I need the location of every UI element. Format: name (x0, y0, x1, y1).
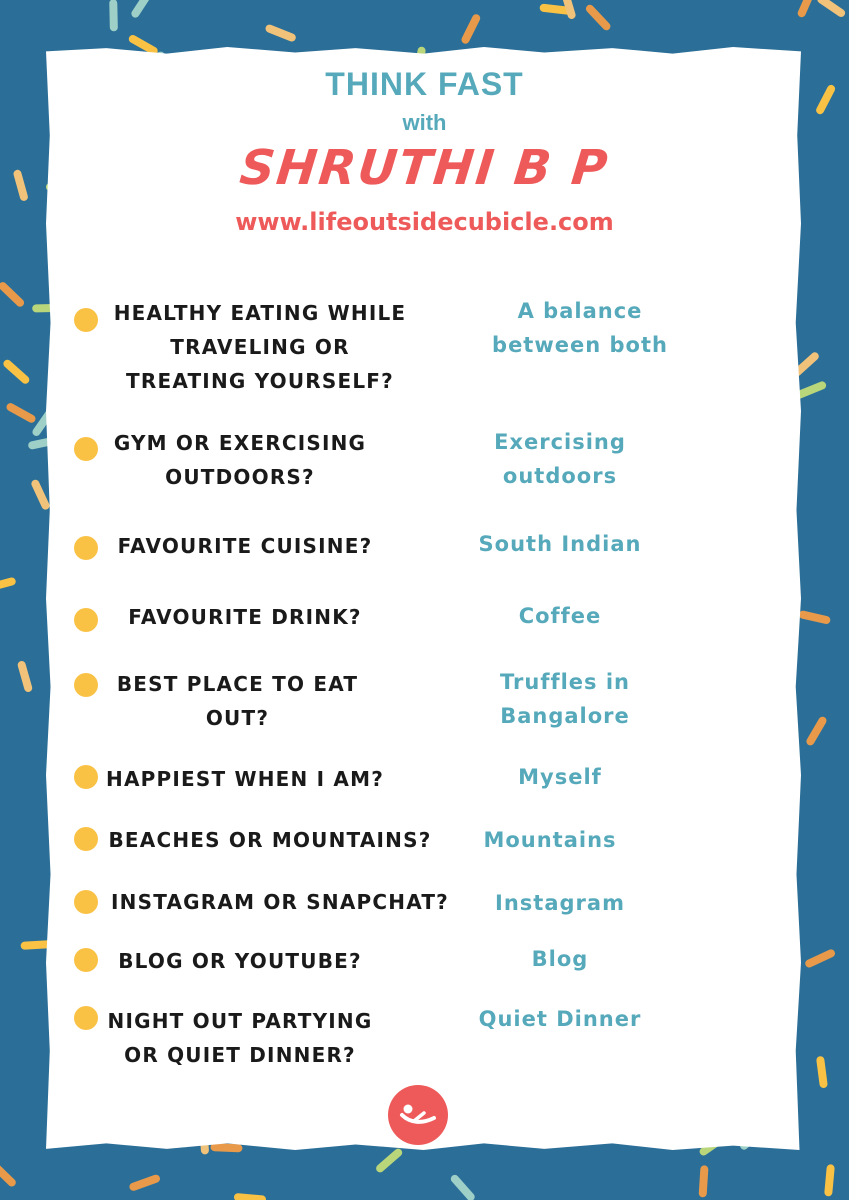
bullet-icon (74, 948, 98, 972)
answer-1: A balance between both (492, 299, 668, 357)
question-5: BEST PLACE TO EAT OUT? (116, 672, 359, 730)
sprinkle (3, 286, 20, 303)
sprinkle (380, 1153, 398, 1169)
question-9: BLOG OR YOUTUBE? (118, 949, 362, 973)
question-3: FAVOURITE CUISINE? (117, 534, 373, 558)
answer-9: Blog (531, 947, 589, 971)
sprinkle (133, 39, 154, 51)
question-6: HAPPIEST WHEN I AM? (106, 767, 384, 791)
sprinkle (113, 3, 114, 27)
sprinkle (803, 615, 826, 620)
sprinkle (455, 1179, 471, 1197)
answer-3: South Indian (478, 532, 642, 556)
sprinkle (0, 1166, 12, 1183)
answer-5: Truffles in Bangalore (500, 670, 630, 728)
sprinkle (135, 0, 148, 14)
question-8: INSTAGRAM OR SNAPCHAT? (111, 890, 449, 914)
sprinkle (133, 1179, 156, 1187)
answer-6: Myself (518, 765, 602, 789)
answer-4: Coffee (518, 604, 602, 628)
sprinkle (800, 385, 822, 394)
sprinkle (22, 665, 29, 688)
sprinkle (590, 9, 607, 27)
bullet-icon (74, 1006, 98, 1030)
answer-10: Quiet Dinner (478, 1007, 642, 1031)
answer-8: Instagram (495, 891, 625, 915)
reclining-person-icon (388, 1085, 448, 1145)
question-4: FAVOURITE DRINK? (128, 605, 362, 629)
sprinkle (703, 1169, 705, 1193)
sprinkle (809, 953, 831, 963)
bullet-icon (74, 673, 98, 697)
answer-7: Mountains (483, 828, 617, 852)
question-7: BEACHES OR MOUNTAINS? (108, 828, 432, 852)
sprinkle (0, 582, 12, 588)
bullet-icon (74, 608, 98, 632)
bullet-icon (74, 437, 98, 461)
question-1: HEALTHY EATING WHILE TRAVELING OR TREATING YOURSELF? (113, 301, 407, 393)
sprinkle (238, 1197, 262, 1199)
sprinkle (797, 356, 815, 372)
sprinkle (11, 407, 32, 419)
sprinkle (821, 0, 841, 13)
bullet-icon (74, 308, 98, 332)
sprinkle (35, 484, 45, 506)
site-logo (388, 1085, 448, 1145)
bullet-icon (74, 890, 98, 914)
bullet-icon (74, 536, 98, 560)
sprinkle (544, 8, 568, 11)
subtitle-with: with (402, 110, 447, 135)
bullet-icon (74, 765, 98, 789)
sprinkle (270, 29, 292, 38)
answer-2: Exercising outdoors (494, 430, 626, 488)
guest-name: SHRUTHI B P (237, 140, 612, 196)
sprinkle (466, 18, 477, 40)
website-link[interactable]: www.lifeoutsidecubicle.com (235, 208, 614, 236)
sprinkle (25, 944, 49, 945)
bullet-icon (74, 827, 98, 851)
sprinkle (828, 1168, 830, 1192)
sprinkle (802, 0, 812, 13)
question-10: NIGHT OUT PARTYING OR QUIET DINNER? (107, 1009, 373, 1067)
page-title: THINK FAST (325, 66, 524, 102)
question-2: GYM OR EXERCISING OUTDOORS? (113, 431, 367, 489)
sprinkle (810, 721, 822, 742)
sprinkle (7, 364, 25, 380)
sprinkle (820, 1060, 823, 1084)
sprinkle (215, 1147, 239, 1148)
